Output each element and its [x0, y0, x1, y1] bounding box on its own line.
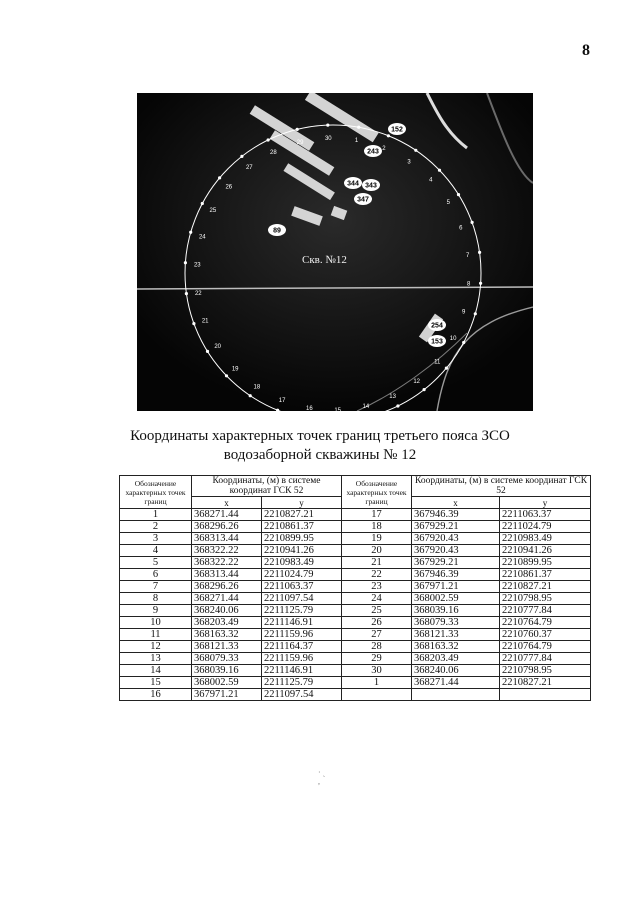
building-number: 89	[273, 227, 281, 235]
boundary-point-label: 24	[198, 234, 206, 241]
table-row	[120, 653, 591, 665]
point-id: 27	[342, 629, 412, 641]
boundary-point-label: 9	[462, 309, 466, 316]
coord-y: 2211159.96	[262, 653, 342, 665]
boundary-point-marker	[225, 374, 228, 377]
coord-x: 368240.06	[192, 605, 262, 617]
coord-x: 368039.16	[412, 605, 500, 617]
point-id: 13	[120, 653, 192, 665]
coord-y: 2211146.91	[262, 617, 342, 629]
building-number: 343	[365, 182, 377, 190]
coord-x: 368163.32	[412, 641, 500, 653]
boundary-point-label: 4	[429, 177, 433, 184]
point-id: 14	[120, 665, 192, 677]
coord-y: 2211125.79	[262, 677, 342, 689]
caption-line-2: водозаборной скважины № 12	[223, 447, 417, 463]
boundary-point-marker	[445, 367, 448, 370]
boundary-point-marker	[296, 128, 299, 131]
point-id: 1	[342, 677, 412, 689]
boundary-point-label: 16	[306, 405, 313, 411]
boundary-point-label: 6	[459, 225, 463, 232]
building-number: 254	[431, 322, 443, 330]
table-row	[120, 641, 591, 653]
table-row	[120, 593, 591, 605]
point-id: 17	[342, 509, 412, 521]
boundary-point-label: 3	[407, 159, 411, 166]
table-row	[120, 545, 591, 557]
coord-x: 367920.43	[412, 533, 500, 545]
boundary-point-label: 21	[201, 318, 209, 325]
coord-x: 368121.33	[192, 641, 262, 653]
coord-y: 2210764.79	[500, 617, 591, 629]
boundary-point-label: 30	[324, 136, 332, 143]
table-row	[120, 521, 591, 533]
coord-y: 2210798.95	[500, 593, 591, 605]
boundary-point-label: 2	[382, 145, 386, 152]
building-number: 153	[431, 338, 443, 346]
table-row	[120, 569, 591, 581]
point-id: 11	[120, 629, 192, 641]
coord-y: 2210827.21	[262, 509, 342, 521]
point-id: 20	[342, 545, 412, 557]
table-row	[120, 509, 591, 521]
point-id: 10	[120, 617, 192, 629]
boundary-point-marker	[414, 149, 417, 152]
point-id: 1	[120, 509, 192, 521]
header-point: Обозначение характерных точек границ	[120, 476, 192, 509]
boundary-point-label: 15	[334, 407, 342, 411]
coord-y: 2211146.91	[262, 665, 342, 677]
coordinates-table	[119, 475, 591, 701]
table-row	[120, 629, 591, 641]
coord-y: 2211024.79	[500, 521, 591, 533]
coord-y: 2210798.95	[500, 665, 591, 677]
coord-y: 2210899.95	[262, 533, 342, 545]
table-row	[120, 605, 591, 617]
coord-x: 367946.39	[412, 569, 500, 581]
coord-y: 2210777.84	[500, 653, 591, 665]
point-id: 12	[120, 641, 192, 653]
boundary-point-marker	[396, 404, 399, 407]
coord-y: 2211063.37	[262, 581, 342, 593]
boundary-point-marker	[457, 193, 460, 196]
boundary-point-label: 19	[231, 366, 239, 373]
boundary-point-label: 14	[362, 404, 370, 410]
boundary-point-marker	[184, 261, 187, 264]
building-number: 347	[357, 196, 369, 204]
coord-y: 2210983.49	[262, 557, 342, 569]
coord-x: 368296.26	[192, 581, 262, 593]
boundary-point-marker	[267, 138, 270, 141]
coord-x: 367971.21	[192, 689, 262, 701]
coord-x: 368079.33	[412, 617, 500, 629]
boundary-point-marker	[218, 176, 221, 179]
boundary-point-marker	[438, 169, 441, 172]
coord-y: 2211097.54	[262, 593, 342, 605]
caption-line-1: Координаты характерных точек границ третьего пояса ЗСО	[130, 428, 510, 444]
point-id: 6	[120, 569, 192, 581]
boundary-point-marker	[478, 251, 481, 254]
boundary-point-marker	[387, 134, 390, 137]
coord-x: 368271.44	[412, 677, 500, 689]
boundary-point-label: 27	[245, 164, 253, 171]
coord-y: 2211063.37	[500, 509, 591, 521]
coord-y: 2210827.21	[500, 677, 591, 689]
point-id: 8	[120, 593, 192, 605]
table-caption	[100, 427, 540, 465]
boundary-point-label: 1	[354, 138, 359, 145]
coord-y: 2211125.79	[262, 605, 342, 617]
well-label: Скв. №12	[302, 254, 347, 266]
coord-x: 368203.49	[192, 617, 262, 629]
boundary-point-marker	[206, 350, 209, 353]
table-row	[120, 677, 591, 689]
coord-x: 367920.43	[412, 545, 500, 557]
point-id: 5	[120, 557, 192, 569]
boundary-point-marker	[423, 388, 426, 391]
point-id	[342, 689, 412, 701]
coord-y: 2211164.37	[262, 641, 342, 653]
point-id: 25	[342, 605, 412, 617]
coord-x: 367946.39	[412, 509, 500, 521]
coord-y: 2211159.96	[262, 629, 342, 641]
boundary-point-marker	[201, 202, 204, 205]
header-x: x	[192, 497, 262, 509]
boundary-point-label: 5	[446, 199, 450, 206]
coord-y	[500, 689, 591, 701]
coord-y: 2210941.26	[262, 545, 342, 557]
boundary-point-marker	[326, 124, 329, 127]
boundary-point-label: 26	[225, 184, 233, 191]
building-number: 344	[347, 180, 359, 188]
point-id: 15	[120, 677, 192, 689]
coord-y: 2210941.26	[500, 545, 591, 557]
table-row	[120, 533, 591, 545]
header-y: y	[262, 497, 342, 509]
coord-x: 368002.59	[192, 677, 262, 689]
coord-x: 368271.44	[192, 509, 262, 521]
map-background	[137, 93, 533, 411]
header-coords: Координаты, (м) в системе координат ГСК 52	[412, 476, 591, 497]
scan-speck: · ˎ ,	[318, 768, 326, 786]
point-id: 23	[342, 581, 412, 593]
point-id: 16	[120, 689, 192, 701]
coord-x: 368240.06	[412, 665, 500, 677]
coord-x: 368313.44	[192, 533, 262, 545]
boundary-point-label: 18	[253, 384, 261, 391]
coord-y: 2211097.54	[262, 689, 342, 701]
boundary-point-marker	[357, 126, 360, 129]
point-id: 4	[120, 545, 192, 557]
boundary-point-marker	[474, 312, 477, 315]
coord-x: 368296.26	[192, 521, 262, 533]
table-row	[120, 617, 591, 629]
coord-y: 2210899.95	[500, 557, 591, 569]
boundary-point-label: 25	[209, 208, 217, 215]
boundary-point-label: 29	[296, 140, 304, 146]
boundary-point-marker	[462, 341, 465, 344]
coord-x: 368271.44	[192, 593, 262, 605]
coord-x: 368313.44	[192, 569, 262, 581]
coord-x: 368121.33	[412, 629, 500, 641]
building-number: 152	[391, 126, 403, 134]
coord-x: 368203.49	[412, 653, 500, 665]
point-id: 26	[342, 617, 412, 629]
coord-y: 2210760.37	[500, 629, 591, 641]
boundary-point-label: 23	[193, 262, 201, 269]
coord-x: 367929.21	[412, 521, 500, 533]
boundary-point-label: 7	[466, 253, 470, 260]
boundary-point-marker	[192, 322, 195, 325]
boundary-point-marker	[185, 292, 188, 295]
page-number: 8	[582, 42, 590, 59]
coordinates-body	[120, 509, 591, 701]
point-id: 18	[342, 521, 412, 533]
coord-y: 2211024.79	[262, 569, 342, 581]
coord-x: 368163.32	[192, 629, 262, 641]
header-y: y	[500, 497, 591, 509]
point-id: 28	[342, 641, 412, 653]
building-number: 243	[367, 148, 379, 156]
coord-x: 368002.59	[412, 593, 500, 605]
table-row	[120, 581, 591, 593]
coord-x: 367929.21	[412, 557, 500, 569]
table-row	[120, 665, 591, 677]
boundary-point-label: 8	[467, 281, 471, 288]
map-canvas	[137, 93, 533, 411]
coord-y: 2210861.37	[500, 569, 591, 581]
coord-x: 368039.16	[192, 665, 262, 677]
point-id: 19	[342, 533, 412, 545]
coord-y: 2210777.84	[500, 605, 591, 617]
point-id: 3	[120, 533, 192, 545]
header-coords: Координаты, (м) в системе координат ГСК 52	[192, 476, 342, 497]
point-id: 21	[342, 557, 412, 569]
point-id: 29	[342, 653, 412, 665]
coord-x: 367971.21	[412, 581, 500, 593]
coord-x: 368322.22	[192, 545, 262, 557]
point-id: 2	[120, 521, 192, 533]
boundary-point-label: 28	[270, 149, 277, 156]
table-row	[120, 557, 591, 569]
boundary-point-label: 10	[449, 335, 457, 342]
coord-x	[412, 689, 500, 701]
boundary-point-label: 12	[413, 379, 421, 386]
boundary-point-marker	[479, 282, 482, 285]
boundary-point-marker	[189, 231, 192, 234]
coord-x: 368322.22	[192, 557, 262, 569]
header-point: Обозначение характерных точек границ	[342, 476, 412, 509]
boundary-point-marker	[240, 155, 243, 158]
point-id: 30	[342, 665, 412, 677]
point-id: 24	[342, 593, 412, 605]
boundary-point-marker	[249, 394, 252, 397]
point-id: 7	[120, 581, 192, 593]
boundary-point-label: 22	[194, 290, 202, 297]
boundary-point-label: 17	[278, 398, 286, 405]
coord-x: 368079.33	[192, 653, 262, 665]
point-id: 22	[342, 569, 412, 581]
boundary-point-label: 11	[434, 359, 441, 366]
coord-y: 2210983.49	[500, 533, 591, 545]
header-x: x	[412, 497, 500, 509]
table-row	[120, 689, 591, 701]
coord-y: 2210827.21	[500, 581, 591, 593]
boundary-point-marker	[471, 221, 474, 224]
boundary-point-label: 20	[214, 344, 222, 351]
satellite-map	[137, 93, 533, 411]
point-id: 9	[120, 605, 192, 617]
coord-y: 2210861.37	[262, 521, 342, 533]
boundary-point-label: 13	[389, 394, 396, 401]
coord-y: 2210764.79	[500, 641, 591, 653]
